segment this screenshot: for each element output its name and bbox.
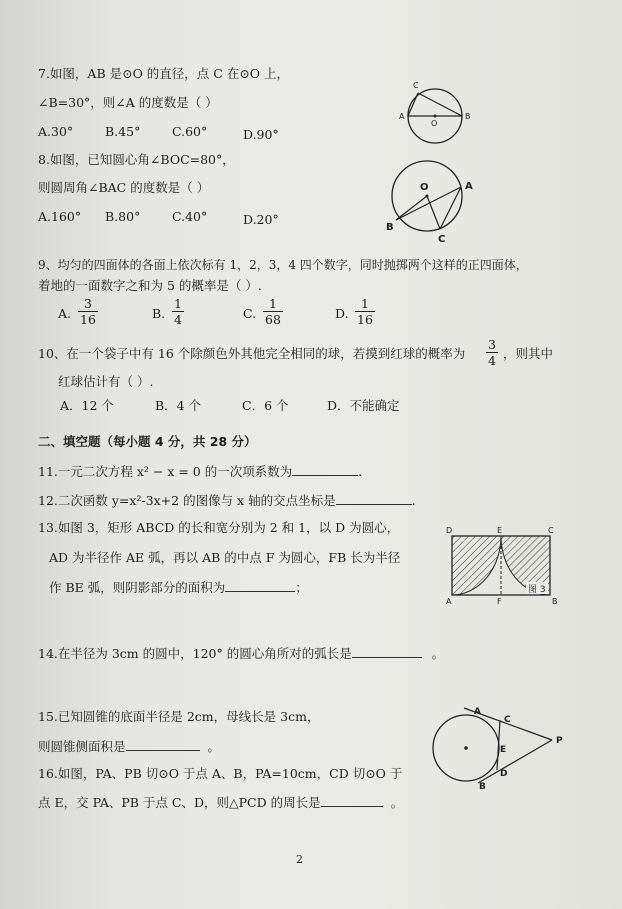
q13-line3-wrap — [49, 580, 308, 595]
q14-text: 14.在半径为 3cm 的圆中，120° 的圆心角所对的弧长是 — [38, 646, 352, 661]
q10-line1-end: ，则其中 — [503, 346, 554, 361]
q11-end: . — [358, 464, 363, 479]
q11-answer-blank[interactable] — [292, 475, 358, 476]
q14-question — [38, 646, 444, 661]
q10-line1: 10、在一个袋子中有 16 个除颜色外其他完全相同的球，若摸到红球的概率为 — [38, 346, 466, 361]
q7-label-o: O — [431, 119, 438, 128]
q9-option-b-den: 4 — [174, 312, 182, 327]
q16-label-p: P — [556, 736, 563, 746]
q9-option-a-fraction — [78, 296, 98, 327]
q7-line1: 7.如图，AB 是⊙O 的直径，点 C 在⊙O 上， — [38, 66, 290, 81]
q9-option-b-fraction — [172, 296, 184, 327]
q9-option-d-den: 16 — [357, 312, 373, 327]
q15-end: 。 — [207, 739, 221, 754]
q13-answer-blank[interactable] — [225, 591, 295, 592]
q11-question — [38, 464, 362, 479]
q15-line2-wrap — [38, 739, 220, 754]
q10-frac-den: 4 — [488, 353, 496, 368]
q9-option-c-fraction — [263, 296, 283, 327]
q13-label-d: D — [446, 526, 453, 535]
q16-label-b: B — [479, 782, 486, 792]
q10-frac-num: 3 — [488, 337, 496, 352]
q9-option-b-letter: B. — [152, 306, 166, 321]
q13-label-a: A — [446, 597, 452, 606]
q9-option-a-num: 3 — [83, 296, 92, 311]
q13-figure — [444, 525, 560, 605]
q14-end: 。 — [431, 646, 445, 661]
q14-answer-blank[interactable] — [352, 657, 422, 658]
q8-label-o: O — [420, 182, 429, 193]
q16-line2: 点 E，交 PA、PB 于点 C、D，则△PCD 的周长是 — [38, 795, 321, 810]
q9-option-b-num: 1 — [174, 296, 182, 311]
q8-line2: 则圆周角∠BAC 的度数是（ ） — [38, 180, 210, 195]
q8-option-c: C.40° — [172, 209, 208, 224]
q15-line1: 15.已知圆锥的底面半径是 2cm，母线长是 3cm， — [38, 709, 320, 724]
q9-option-a-den: 16 — [80, 312, 96, 327]
page-number: 2 — [296, 853, 303, 866]
q13-line1: 13.如图 3，矩形 ABCD 的长和宽分别为 2 和 1，以 D 为圆心， — [38, 520, 400, 535]
q8-label-a: A — [465, 181, 473, 192]
q16-end: 。 — [390, 795, 404, 810]
section-fill-in-title: 二、填空题（每小题 4 分，共 28 分） — [38, 434, 257, 449]
q8-option-b: B.80° — [105, 209, 141, 224]
q16-label-d: D — [500, 769, 508, 779]
q7-label-b: B — [465, 112, 471, 121]
q8-label-b: B — [386, 222, 394, 233]
q9-option-d-fraction — [355, 296, 375, 327]
q16-label-c: C — [504, 715, 511, 725]
q12-answer-blank[interactable] — [336, 504, 412, 505]
q16-label-e: E — [500, 745, 507, 755]
q13-end: ； — [295, 580, 308, 595]
q7-label-a: A — [399, 112, 405, 121]
q7-option-b: B.45° — [105, 124, 141, 139]
q10-option-d: D．不能确定 — [327, 398, 400, 413]
q11-text: 11.一元二次方程 x² − x = 0 的一次项系数为 — [38, 464, 293, 479]
q16-answer-blank[interactable] — [321, 806, 383, 807]
q9-option-c-letter: C. — [243, 306, 257, 321]
q13-line2: AD 为半径作 AE 弧，再以 AB 的中点 F 为圆心，FB 长为半径 — [49, 550, 401, 565]
q13-line3: 作 BE 弧，则阴影部分的面积为 — [49, 580, 226, 595]
q9-option-d-num: 1 — [360, 296, 369, 311]
q8-line1: 8.如图，已知圆心角∠BOC=80°， — [38, 152, 235, 167]
q9-option-c-num: 1 — [268, 296, 277, 311]
q7-option-c: C.60° — [172, 124, 208, 139]
q8-option-d: D.20° — [243, 212, 279, 227]
q15-line2: 则圆锥侧面积是 — [38, 739, 126, 754]
q10-option-a: A．12 个 — [60, 398, 114, 413]
q13-caption: 图 3 — [528, 585, 546, 595]
q9-option-c-den: 68 — [265, 312, 281, 327]
q7-figure — [398, 78, 478, 136]
q8-option-a: A.160° — [38, 209, 82, 224]
q7-option-d: D.90° — [243, 127, 279, 142]
q10-option-c: C．6 个 — [242, 398, 289, 413]
q9-line1: 9、均匀的四面体的各面上依次标有 1，2，3，4 四个数字，同时抛掷两个这样的正四面体， — [38, 258, 528, 272]
q15-answer-blank[interactable] — [126, 750, 200, 751]
q10-line2: 红球估计有（ ）. — [58, 374, 154, 389]
q16-line1: 16.如图，PA、PB 切⊙O 于点 A、B，PA=10cm，CD 切⊙O 于 — [38, 766, 403, 781]
q16-label-a: A — [474, 707, 481, 717]
q16-line2-wrap — [38, 795, 403, 810]
q8-figure — [382, 156, 482, 246]
q7-label-c: C — [413, 81, 419, 90]
q12-question — [38, 493, 416, 508]
q10-option-b: B．4 个 — [155, 398, 202, 413]
q7-line2: ∠B=30°，则∠A 的度数是（ ） — [38, 95, 218, 110]
q13-label-b: B — [552, 597, 558, 606]
q12-end: . — [411, 493, 416, 508]
q16-figure — [428, 700, 578, 792]
q13-label-c: C — [548, 526, 554, 535]
q10-fraction — [486, 337, 498, 368]
q9-option-a-letter: A. — [58, 306, 72, 321]
q9-option-d-letter: D. — [335, 306, 349, 321]
q9-line2: 着地的一面数字之和为 5 的概率是（ ）. — [38, 278, 262, 293]
q13-label-f: F — [497, 597, 502, 606]
q12-text: 12.二次函数 y=x²-3x+2 的图像与 x 轴的交点坐标是 — [38, 493, 336, 508]
q8-label-c: C — [438, 234, 446, 245]
q7-option-a: A.30° — [38, 124, 74, 139]
q13-label-e: E — [497, 526, 503, 535]
